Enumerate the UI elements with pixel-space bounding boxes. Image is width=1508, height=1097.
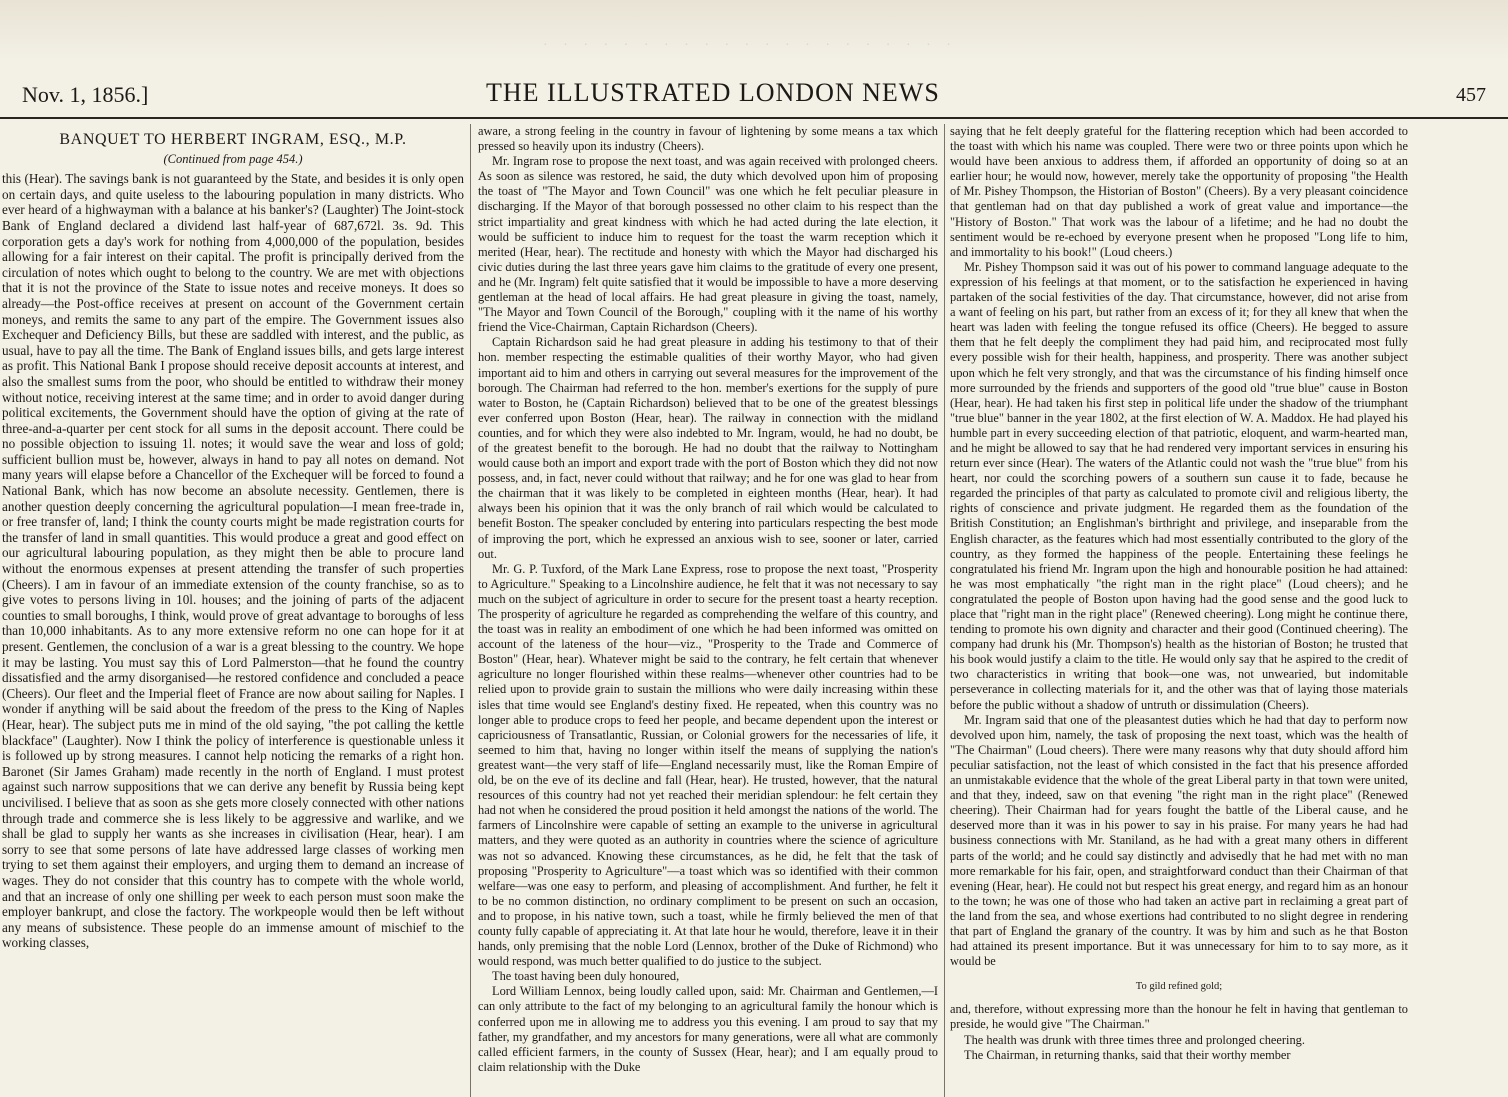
paragraph: Mr. G. P. Tuxford, of the Mark Lane Express, rose to propose the next toast, "Prosperity to Agriculture." Speaking to a Lincolnshire audience, he felt that it was not necessary to say much on the subject of agriculture in order to secure for the present toast a hearty reception. The prosperity of agriculture he regarded as comprehending the welfare of this country, and the toast was in reality an embodiment of one which he had been informed was omitted on account of the lateness of the hour—viz., "Prosperity to the Trade and Commerce of Boston" (Hear, hear). Whatever might be said to the contrary, he felt certain that whenever agriculture no longer flourished within these realms—whenever other countries had to be relied upon to provide grain to sustain the millions who were daily increasing within these isles that time would see England's destiny fixed. He repeated, when this country was no longer able to produce crops to feed her people, and became dependent upon the interest or capriciousness of Transatlantic, Russian, or Colonial growers for the necessaries of life, it seemed to him that, having no longer within itself the means of supplying the nation's greatest want—the very staff of life—England necessarily must, like the Roman Empire of old, be on the eve of its decline and fall (Hear, hear). He trusted, however, that the natural resources of this country had not yet reached their meridian splendour: he felt certain they had not when he considered the proud position it held amongst the nations of the world. The farmers of Lincolnshire were capable of setting an example to the universe in agricultural matters, and they were quoted as an authority in countries where the science of agriculture was not so advanced. Knowing these circumstances, as he did, he felt that the task of proposing "Prosperity to Agriculture"—a toast which was so identified with their common welfare—was one easy to perform, and pleasing of accomplishment. And further, he felt it to be no common distinction, no ordinary compliment to be present on such an occasion, and to propose, in his native town, such a toast, while he firmly believed the men of that county fully capable of appreciating it. At that late hour he would, therefore, leave it in their hands, only premising that the noble Lord (Lennox, brother of the Duke of Richmond) who would respond, was much better qualified to do justice to the subject. (478, 561, 938, 969)
paragraph: The health was drunk with three times three and prolonged cheering. (964, 1032, 1305, 1047)
paragraph: this (Hear). The savings bank is not guaranteed by the State, and besides it is only open on certain days, and quite useless to the labouring population in many districts. Who ever heard of a highwayman with a balance at his banker's? (Laughter) The Joint-stock Bank of England declared a dividend last half-year of 687,672l. 3s. 9d. This corporation gets a day's work for nothing from 4,000,000 of the population, besides allowing for a fair interest on their capital. The profit is principally derived from the circulation of notes which ought to belong to the country. We are met with objections that it is not the province of the State to issue notes and receive moneys. It does so already—the Post-office receives at present on account of the Government certain moneys, and remits the same to any part of the empire. The Government issues also Exchequer and Deficiency Bills, but these are saddled with interest, and the public, as usual, have to pay all the time. The Bank of England issues bills, and gets large interest as profit. This National Bank I propose should receive deposit accounts at interest, and also the smallest sums from the poor, who should be entitled to withdraw their money without notice, receiving interest at the same time; and in order to avoid danger during political excitements, the Government should have the option of giving at the rate of three-and-a-quarter per cent stock for all sums in the deposit account. There could be no possible objection to issuing 1l. notes; it would save the wear and loss of gold; sufficient bullion must be, however, always in hand to pay all notes on demand. Not many years will elapse before a Chancellor of the Exchequer will be forced to found a National Bank, which has now become an absolute necessity. Gentlemen, there is another question deeply concerning the agricultural population—I mean free-trade in, or free transfer of, land; I think the county courts might be made registration courts for the transfer of land in small quantities. This would produce a great and good effect on our agricultural labouring population, as they might then be able to procure land without the enormous expenses at present attending the transfer of such properties (Cheers). I am in favour of an immediate extension of the county franchise, so as to give votes to persons living in 10l. houses; and the joining of parts of the adjacent counties to small boroughs, I think, would prove of great advantage to boroughs of less than 10,000 inhabitants. As to any more extensive reform no one can hope for it at present. Gentlemen, the conclusion of a war is a great blessing to the country. We hope it may be lasting. You must say this of Lord Palmerston—that he found the country dissatisfied and the army disorganised—he restored confidence and concluded a peace (Cheers). Our fleet and the Imperial fleet of France are now about sailing for Naples. I wonder if anything will be said about the freedom of the press to the King of Naples (Hear, hear). The subject puts me in mind of the old saying, "the pot calling the kettle blackface" (Laughter). Now I think the policy of interference is questionable unless it is followed up by strong measures. I cannot help noticing the remarks of a right hon. Baronet (Sir James Graham) made recently in the north of England. I must protest against such narrow suppositions that we can derive any benefit by Russia being kept uncivilised. I believe that as soon as she gets more closely connected with other nations through trade and commerce she is less likely to be aggressive and warlike, and we shall be glad to supply her wants as she increases in civilisation (Hear, hear). I am sorry to see that some persons of late have addressed large classes of working men trying to set them against their employers, and urging them to demand an increase of wages. They do not consider that this country has to compete with the whole world, and that an increase of only one shilling per week to each person must soon make the employer bankrupt, and close the factory. The workpeople would then be left without any means of subsistence. These people do an immense amount of mischief to the working classes, (2, 171, 464, 951)
paragraph: and, therefore, without expressing more than the honour he felt in having that gentleman to preside, he would give "The Chairman." (950, 1002, 1408, 1032)
show-through-text: · · · · · · · · · · · · · · · · · · · · · (543, 38, 957, 52)
verse-quote: To gild refined gold; (1135, 981, 1223, 993)
paragraph: Captain Richardson said he had great pleasure in adding his testimony to that of their hon. member respecting the estimable qualities of their worthy Mayor, who had given important aid to him and others in carrying out several measures for the improvement of the borough. The Chairman had referred to the hon. member's exertions for the supply of pure water to Boston, he (Captain Richardson) believed that to be one of the greatest blessings ever conferred upon Boston (Hear, hear). The railway in connection with the midland counties, and for which they were also indebted to Mr. Ingram, would, he had no doubt, be of the greatest benefit to the borough. He had no doubt that the railway to Nottingham would cause both an import and export trade with the port of Boston which they did not now possess, and, in fact, never could without that railway; and he for one was glad to hear from the chairman that it was likely to be completed in eighteen months (Hear, hear). It had always been his opinion that it was the only branch of rail which would be calculated to benefit Boston. The speaker concluded by entering into particulars respecting the best mode of improving the port, which he expressed an anxious wish to see, sooner or later, carried out. (478, 335, 938, 561)
article-heading: BANQUET TO HERBERT INGRAM, ESQ., M.P. (59, 131, 407, 148)
paragraph: Mr. Pishey Thompson said it was out of his power to command language adequate to the expression of his feelings at that moment, or to the satisfaction he experienced in having partaken of the social festivities of the day. That circumstance, however, did not arise from a want of feeling on his part, but rather from an excess of it; for they all knew that when the heart was laden with feeling the tongue refused its office (Cheers). He begged to assure them that he felt deeply the compliment they had paid him, and reciprocated most fully every possible wish for their health, happiness, and prosperity. There was another subject upon which he felt very strongly, and that was the circumstance of his finding himself once more surrounded by the friends and supporters of the good old "true blue" cause in Boston (Hear, hear). He had taken his first step in political life under the shadow of the triumphant "true blue" banner in the year 1802, at the first election of W. A. Maddox. He had played his humble part in every succeeding election of that patriotic, eloquent, and warm-hearted man, and he might be allowed to say that he had rendered very important services in ensuring his return ever since (Hear). The waters of the Atlantic could not wash the "true blue" from his heart, nor could the scorching powers of a southern sun cause it to fade, because he regarded the principles of that party as calculated to promote civil and religious liberty, the rights of conscience and private judgment. He regarded them as the foundation of the British Constitution; an Englishman's birthright and privilege, and inseparable from the English character, as the features which had most essentially contributed to the glory of the country, as they formed the happiness of the people. Entertaining these feelings he congratulated his friend Mr. Ingram upon the high and honourable position he had attained: he was most emphatically "the right man in the right place" (Loud cheers); and he congratulated the people of Boston upon having had the good sense and the good luck to place that "right man in the right place" (Renewed cheering). Long might he continue there, tending to promote his own dignity and character and their good (Continued cheering). The company had drunk his (Mr. Thompson's) health as the historian of Boston; he trusted that his book would justify a claim to the title. He would only say that he aspired to the credit of two characteristics in writing that book—one was, not unwearied, but indomitable perseverance in collecting materials for it, and the other was that of laying those materials before the public without a shadow of untruth or dissimulation (Cheers). (950, 259, 1408, 712)
newspaper-title: THE ILLUSTRATED LONDON NEWS (486, 78, 940, 107)
paragraph: saying that he felt deeply grateful for the flattering reception which had been accorded to the toast with which his name was coupled. There were two or three points upon which he would have been anxious to address them, if afforded an opportunity of doing so at an earlier hour; he would now, however, merely take the opportunity of proposing "the Health of Mr. Pishey Thompson, the Historian of Boston" (Cheers). By a very pleasant coincidence that gentleman had on that day published a work of great value and importance—the "History of Boston." That work was the labour of a lifetime; and he had no doubt the sentiment would be re-echoed by everyone present when he proposed "Long life to him, and immortality to his book!" (Loud cheers.) (950, 124, 1408, 259)
paragraph: Lord William Lennox, being loudly called upon, said: Mr. Chairman and Gentlemen,—I can only attribute to the fact of my belonging to an agricultural family the honour which is conferred upon me in allowing me to address you this evening. I am proud to say that my father, my grandfather, and my ancestors for many generations, were all what are commonly called efficient farmers, in the county of Sussex (Hear, hear); and I am equally proud to claim relationship with the Duke (478, 984, 938, 1074)
paragraph: Mr. Ingram said that one of the pleasantest duties which he had that day to perform now devolved upon him, namely, the task of proposing the next toast, which was the health of "The Chairman" (Loud cheers). There were many reasons why that duty should afford him peculiar satisfaction, not the least of which consisted in the fact that his presence afforded an unmistakable evidence that the whole of the great Liberal party in that town were united, and that they, indeed, saw on that evening "the right man in the right place" (Renewed cheering). Their Chairman had for years fought the battle of the Liberal cause, and he deserved more than it was in his power to say in his praise. For many years he had had business connections with Mr. Staniland, as he had with a great many others in different parts of the world; and he could say distinctly and advisedly that he had met with no man more remarkable for his fair, open, and straightforward conduct than their Chairman of that evening (Hear, hear). He could not but respect his great energy, and regard him as an honour to the town; he was one of those who had taken an active part in reclaiming a great part of the land from the sea, and whose exertions had contributed to no slight degree in rendering that part of England the granary of the country. It was by him and such as he that Boston had attained its present importance. But it was unnecessary for him to to say more, as it would be (950, 712, 1408, 969)
paragraph: aware, a strong feeling in the country in favour of lightening by some means a tax which pressed so heavily upon its industry (Cheers). (478, 124, 938, 154)
column-divider-2 (944, 124, 945, 1097)
column-1 (2, 124, 464, 1097)
paragraph: The toast having been duly honoured, (492, 969, 680, 984)
continued-note: (Continued from page 454.) (163, 151, 303, 166)
issue-date: Nov. 1, 1856.] (22, 82, 149, 107)
masthead (0, 70, 1508, 120)
paragraph: Mr. Ingram rose to propose the next toast, and was again received with prolonged cheers. As soon as silence was restored, he said, the duty which devolved upon him of proposing the toast of "The Mayor and Town Council" was one which he felt peculiar pleasure in discharging. If the Mayor of that borough possessed no other claim to his respect than the strict impartiality and great kindness with which he had acted during the late election, it would be sufficient to induce him to request for the toast the warm reception which it merited (Hear, hear). The rectitude and honesty with which the Mayor had discharged his civic duties during the last three years gave him claims to the gratitude of every one present, and he (Mr. Ingram) felt quite satisfied that it would be impossible to have a more deserving gentleman at the head of local affairs. He had great pleasure in giving the toast, namely, "The Mayor and Town Council of the Borough," coupling with it the name of his worthy friend the Vice-Chairman, Captain Richardson (Cheers). (478, 154, 938, 335)
column-3 (950, 124, 1408, 1097)
page-number: 457 (1456, 84, 1486, 106)
column-2 (478, 124, 938, 1097)
masthead-rule (0, 117, 1508, 119)
column-divider-1 (470, 124, 471, 1097)
paragraph: The Chairman, in returning thanks, said that their worthy member (964, 1047, 1291, 1062)
